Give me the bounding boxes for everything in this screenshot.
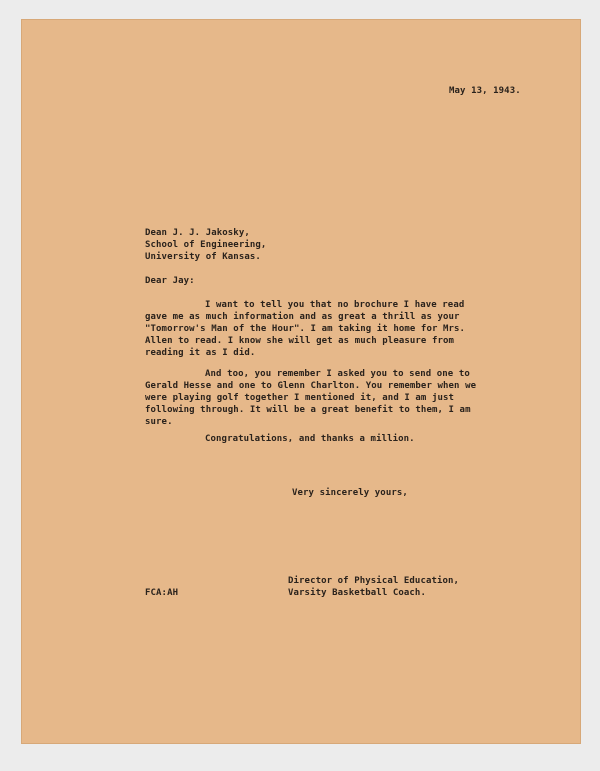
paragraph3: Congratulations, and thanks a million. (205, 434, 415, 444)
letter-date: May 13, 1943. (449, 86, 521, 96)
closing: Very sincerely yours, (292, 488, 408, 498)
paragraph1-line-4: Allen to read. I know she will get as much pleasure from (145, 336, 455, 346)
paragraph1-line-1: I want to tell you that no brochure I have read (205, 300, 465, 310)
signature-title-line-1: Director of Physical Education, (288, 576, 460, 586)
paragraph2-line-4: following through. It will be a great benefit to them, I am (145, 405, 471, 415)
recipient-line-3: University of Kansas. (145, 252, 261, 262)
recipient-line-1: Dean J. J. Jakosky, (145, 228, 250, 238)
initials: FCA:AH (145, 588, 179, 598)
paragraph1-line-3: "Tomorrow's Man of the Hour". I am taking it home for Mrs. (145, 324, 466, 334)
salutation: Dear Jay: (145, 276, 195, 286)
paragraph2-line-1: And too, you remember I asked you to send one to (205, 369, 470, 379)
paragraph2-line-2: Gerald Hesse and one to Glenn Charlton. You remember when we (145, 381, 477, 391)
signature-title-line-2: Varsity Basketball Coach. (288, 588, 426, 598)
paragraph2-line-5: sure. (145, 417, 173, 427)
paragraph1-line-5: reading it as I did. (145, 348, 256, 358)
paragraph1-line-2: gave me as much information and as great a thrill as your (145, 312, 460, 322)
recipient-line-2: School of Engineering, (145, 240, 267, 250)
paragraph2-line-3: were playing golf together I mentioned it, and I am just (145, 393, 455, 403)
